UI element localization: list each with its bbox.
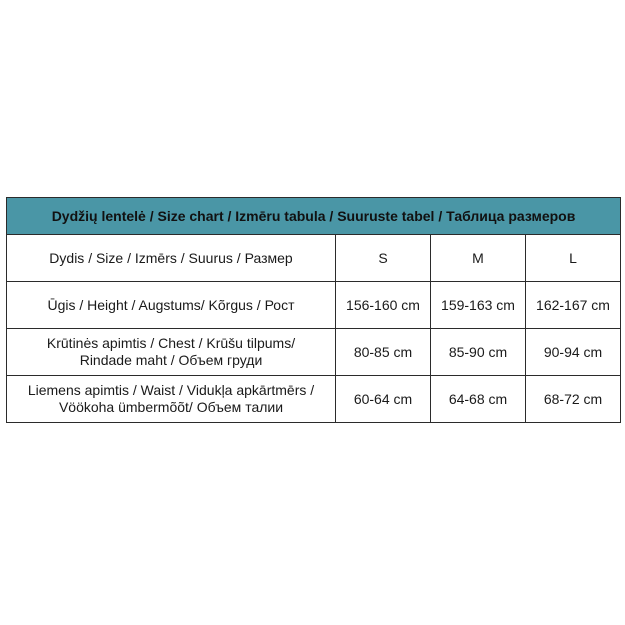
- size-chart-table: [6, 197, 621, 423]
- cell-chest-s: 80-85 cm: [336, 329, 431, 376]
- table-row: [7, 376, 621, 423]
- cell-waist-s: 60-64 cm: [336, 376, 431, 423]
- row-label-chest-line1: Krūtinės apimtis / Chest / Krūšu tilpums/: [46, 335, 296, 351]
- cell-size-l: L: [526, 235, 621, 282]
- cell-height-l: 162-167 cm: [526, 282, 621, 329]
- row-label-chest-line2: Rindade maht / Объем груди: [79, 352, 263, 368]
- row-label-waist: [7, 376, 336, 423]
- row-label-size: Dydis / Size / Izmērs / Suurus / Размер: [7, 235, 336, 282]
- row-label-chest: [7, 329, 336, 376]
- table-title-row: [7, 198, 621, 235]
- cell-size-s: S: [336, 235, 431, 282]
- cell-waist-l: 68-72 cm: [526, 376, 621, 423]
- table-row: [7, 235, 621, 282]
- cell-chest-m: 85-90 cm: [431, 329, 526, 376]
- cell-height-m: 159-163 cm: [431, 282, 526, 329]
- cell-chest-l: 90-94 cm: [526, 329, 621, 376]
- table-row: [7, 329, 621, 376]
- table-row: [7, 282, 621, 329]
- row-label-waist-line2: Vöökoha ümbermõõt/ Объем талии: [58, 399, 284, 415]
- cell-waist-m: 64-68 cm: [431, 376, 526, 423]
- table-title: Dydžių lentelė / Size chart / Izmēru tabula / Suuruste tabel / Таблица размеров: [7, 198, 621, 235]
- cell-size-m: M: [431, 235, 526, 282]
- row-label-waist-line1: Liemens apimtis / Waist / Vidukļa apkārtmērs /: [27, 382, 315, 398]
- cell-height-s: 156-160 cm: [336, 282, 431, 329]
- row-label-height: Ūgis / Height / Augstums/ Kõrgus / Рост: [7, 282, 336, 329]
